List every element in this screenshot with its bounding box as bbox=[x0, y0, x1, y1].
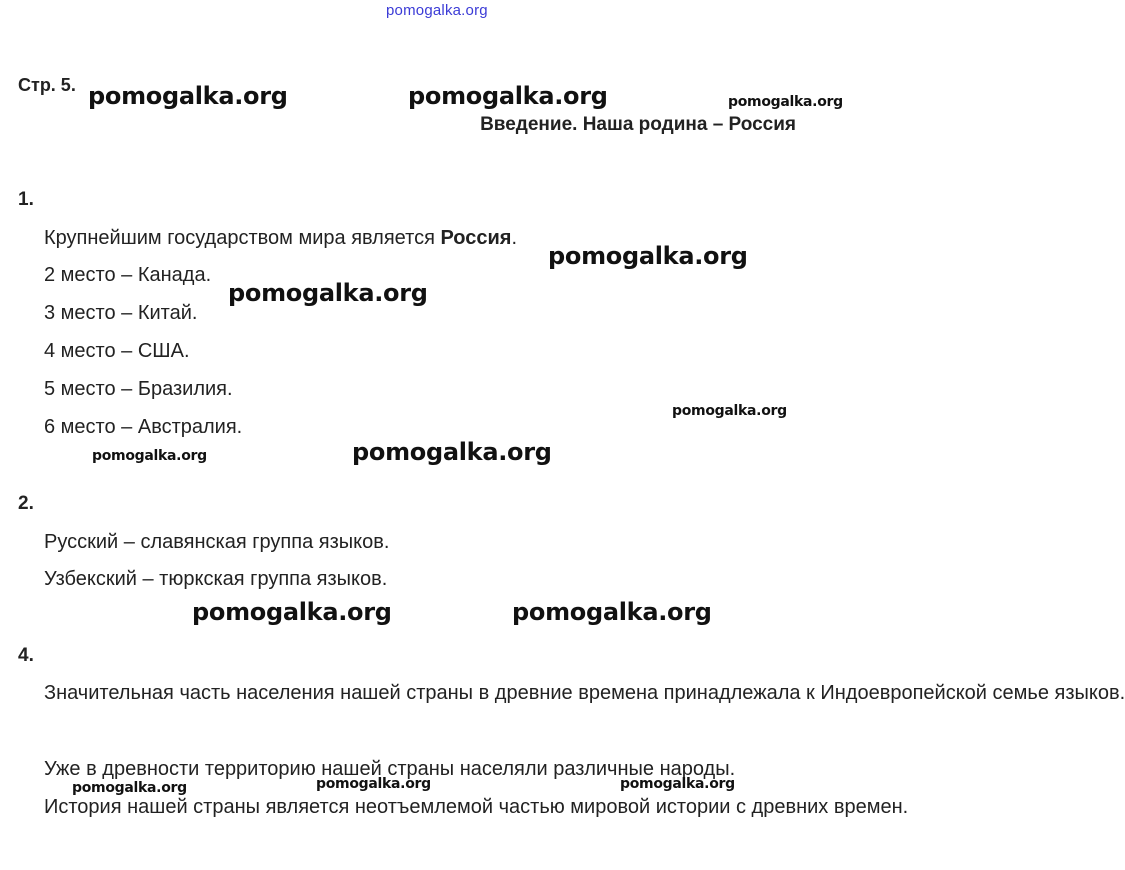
rank-item: 5 место – Бразилия. bbox=[44, 378, 233, 400]
lead-bold: Россия bbox=[440, 227, 512, 249]
section-2-number: 2. bbox=[18, 493, 34, 514]
watermark: pomogalka.org bbox=[408, 82, 608, 110]
watermark: pomogalka.org bbox=[620, 776, 735, 792]
section-4-paragraph-1: Значительная часть населения нашей страны в древние времена принадлежала к Индоевропейской семье языков. bbox=[44, 682, 1125, 704]
lead-end: . bbox=[511, 227, 518, 249]
rank-item: 4 место – США. bbox=[44, 340, 190, 362]
watermark: pomogalka.org bbox=[192, 598, 392, 626]
language-item: Русский – славянская группа языков. bbox=[44, 531, 390, 553]
section-1-lead bbox=[44, 227, 517, 250]
watermark: pomogalka.org bbox=[88, 82, 288, 110]
watermark: pomogalka.org bbox=[228, 279, 428, 307]
section-4-paragraph-3: История нашей страны является неотъемлемой частью мировой истории с древних времен. bbox=[44, 796, 909, 818]
watermark: pomogalka.org bbox=[72, 780, 187, 796]
section-4-number: 4. bbox=[18, 645, 34, 666]
section-4-paragraph-2: Уже в древности территорию нашей страны населяли различные народы. bbox=[44, 758, 736, 780]
watermark: pomogalka.org bbox=[728, 94, 843, 110]
section-1-number: 1. bbox=[18, 189, 34, 210]
rank-item: 6 место – Австралия. bbox=[44, 416, 243, 438]
top-site-link[interactable]: pomogalka.org bbox=[386, 2, 488, 19]
page-reference: Стр. 5. bbox=[18, 75, 76, 95]
watermark: pomogalka.org bbox=[672, 403, 787, 419]
watermark: pomogalka.org bbox=[92, 448, 207, 464]
language-item: Узбекский – тюркская группа языков. bbox=[44, 568, 388, 590]
page-title bbox=[0, 114, 796, 136]
watermark: pomogalka.org bbox=[352, 438, 552, 466]
watermark: pomogalka.org bbox=[548, 242, 748, 270]
page-title-text: Введение. Наша родина – Россия bbox=[480, 114, 796, 135]
watermark: pomogalka.org bbox=[512, 598, 712, 626]
watermark: pomogalka.org bbox=[316, 776, 431, 792]
lead-text: Крупнейшим государством мира является bbox=[44, 227, 441, 249]
rank-item: 3 место – Китай. bbox=[44, 302, 198, 324]
rank-item: 2 место – Канада. bbox=[44, 264, 212, 286]
